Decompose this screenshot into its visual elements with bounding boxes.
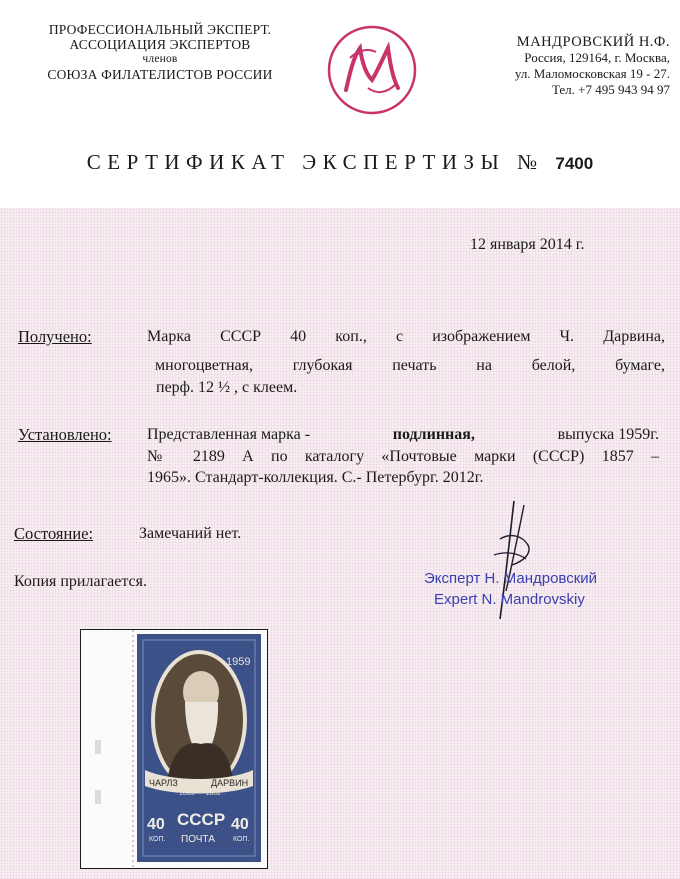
association-line-4: СОЮЗА ФИЛАТЕЛИСТОВ РОССИИ bbox=[47, 67, 273, 82]
stamp-name-right: ДАРВИН bbox=[211, 778, 249, 788]
signature-line-ru: Эксперт Н. Мандровский bbox=[424, 570, 598, 587]
copy-attached-note: Копия прилагается. bbox=[14, 573, 147, 590]
association-header bbox=[10, 22, 310, 82]
authentic-verdict: подлинная, bbox=[392, 426, 475, 443]
stamp-value-left: 40 bbox=[147, 816, 165, 833]
established-label: Установлено: bbox=[18, 425, 112, 444]
signature-line-en: Expert N. Mandrovskiy bbox=[434, 591, 585, 608]
stamp-unit-left: КОП. bbox=[149, 836, 166, 843]
condition-value: Замечаний нет. bbox=[139, 525, 242, 542]
stamp-image bbox=[81, 630, 267, 868]
established-line-3: 1965». Стандарт-коллекция. С.- Петербург. 2012г. bbox=[147, 469, 484, 486]
established-line-2: № 2189 А по каталогу «Почтовые марки (СССР) 1857 – bbox=[147, 448, 659, 465]
certificate-number: 7400 bbox=[555, 154, 594, 173]
monogram-logo-icon bbox=[324, 22, 420, 118]
expert-address-line-2: ул. Маломосковская 19 - 27. bbox=[514, 66, 670, 81]
established-line-1-end: выпуска 1959г. bbox=[557, 426, 659, 443]
association-line-1: ПРОФЕССИОНАЛЬНЫЙ ЭКСПЕРТ. bbox=[48, 22, 272, 37]
received-line-1: Марка СССР 40 коп., с изображением Ч. Дарвина, bbox=[147, 328, 665, 345]
expert-signature-block bbox=[424, 568, 597, 610]
expert-address-line-1: Россия, 129164, г. Москва, bbox=[524, 50, 670, 65]
stamp-post: ПОЧТА bbox=[181, 834, 215, 845]
condition-label: Состояние: bbox=[14, 524, 94, 543]
stamp-name-left: ЧАРЛЗ bbox=[149, 778, 178, 788]
certificate-date: 12 января 2014 г. bbox=[470, 236, 585, 253]
established-line-1-start: Представленная марка - bbox=[147, 426, 311, 443]
stamp-years: 1809 — 1882 bbox=[179, 790, 222, 797]
association-line-2: АССОЦИАЦИЯ ЭКСПЕРТОВ bbox=[69, 37, 251, 52]
association-line-3: членов bbox=[142, 53, 178, 65]
expert-phone: Тел. +7 495 943 94 97 bbox=[551, 82, 670, 97]
received-line-3: перф. 12 ½ , с клеем. bbox=[156, 379, 298, 396]
certificate-title bbox=[0, 150, 680, 175]
received-line-2: многоцветная, глубокая печать на белой, бумаге, bbox=[155, 357, 665, 374]
stamp-value-right: 40 bbox=[231, 816, 249, 833]
certificate-title-text: СЕРТИФИКАТ ЭКСПЕРТИЗЫ № bbox=[86, 150, 544, 174]
expert-contact bbox=[440, 34, 670, 98]
stamp-unit-right: КОП. bbox=[233, 836, 250, 843]
established-line-1 bbox=[147, 425, 659, 444]
stamp-year: 1959 bbox=[226, 656, 251, 668]
received-label: Получено: bbox=[18, 327, 92, 346]
stamp-country: СССР bbox=[177, 810, 226, 829]
expert-name-header: МАНДРОВСКИЙ Н.Ф. bbox=[516, 34, 670, 50]
